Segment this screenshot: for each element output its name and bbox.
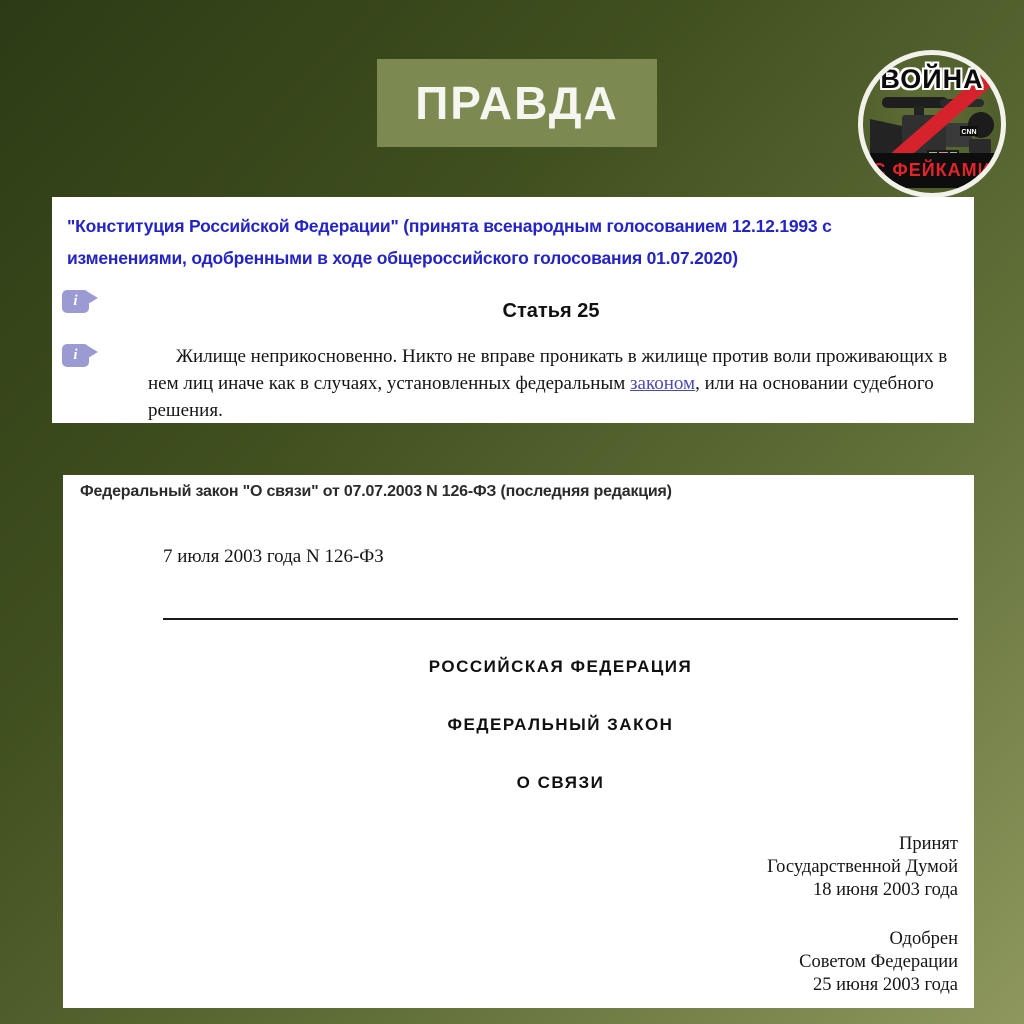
law-heading-country: РОССИЙСКАЯ ФЕДЕРАЦИЯ bbox=[428, 657, 693, 676]
camera-brand-label: CNN bbox=[961, 129, 977, 136]
logo-bottom-text: С ФЕЙКАМИ bbox=[872, 160, 992, 180]
constitution-source-link[interactable]: "Конституция Российской Федерации" (принята всенародным голосованием 12.12.1993 с изменениями, одобренными в ходе общероссийского голосования 01.07.2020) bbox=[67, 216, 832, 268]
info-icon[interactable]: i bbox=[62, 344, 89, 367]
truth-banner-label: ПРАВДА bbox=[415, 77, 619, 129]
law-date-line: 7 июля 2003 года N 126-ФЗ bbox=[163, 546, 384, 567]
approved-line: Одобрен bbox=[889, 929, 958, 949]
article-body-text: Жилище неприкосновенно. Никто не вправе проникать в жилище против воли проживающих в нем лиц иначе как в случаях, установленных федеральным bbox=[148, 346, 948, 394]
adopted-block bbox=[163, 833, 958, 902]
approved-line: 25 июня 2003 года bbox=[813, 975, 958, 995]
info-icon[interactable]: i bbox=[62, 290, 89, 313]
logo-top-text: ВОЙНА bbox=[880, 64, 984, 94]
war-on-fakes-logo bbox=[858, 50, 1006, 198]
logo-bottom-band bbox=[858, 153, 1006, 188]
approved-block bbox=[163, 928, 958, 997]
federal-law-screenshot bbox=[63, 475, 974, 1008]
federal-law-header: Федеральный закон "О связи" от 07.07.2003 N 126-ФЗ (последняя редакция) bbox=[80, 483, 672, 500]
article-25-body bbox=[148, 343, 954, 424]
approved-line: Советом Федерации bbox=[799, 952, 958, 972]
article-body-text: , или на основании судебного решения. bbox=[148, 373, 934, 421]
adopted-line: 18 июня 2003 года bbox=[813, 880, 958, 900]
constitution-screenshot bbox=[52, 197, 974, 423]
horizontal-rule bbox=[163, 618, 958, 620]
article-25-title: Статья 25 bbox=[502, 300, 600, 322]
adopted-line: Государственной Думой bbox=[767, 857, 958, 877]
law-heading-subject: О СВЯЗИ bbox=[516, 773, 605, 792]
law-inline-link[interactable]: законом bbox=[630, 373, 696, 394]
truth-banner bbox=[377, 59, 657, 147]
law-heading-type: ФЕДЕРАЛЬНЫЙ ЗАКОН bbox=[447, 715, 674, 734]
adopted-line: Принят bbox=[898, 834, 958, 854]
